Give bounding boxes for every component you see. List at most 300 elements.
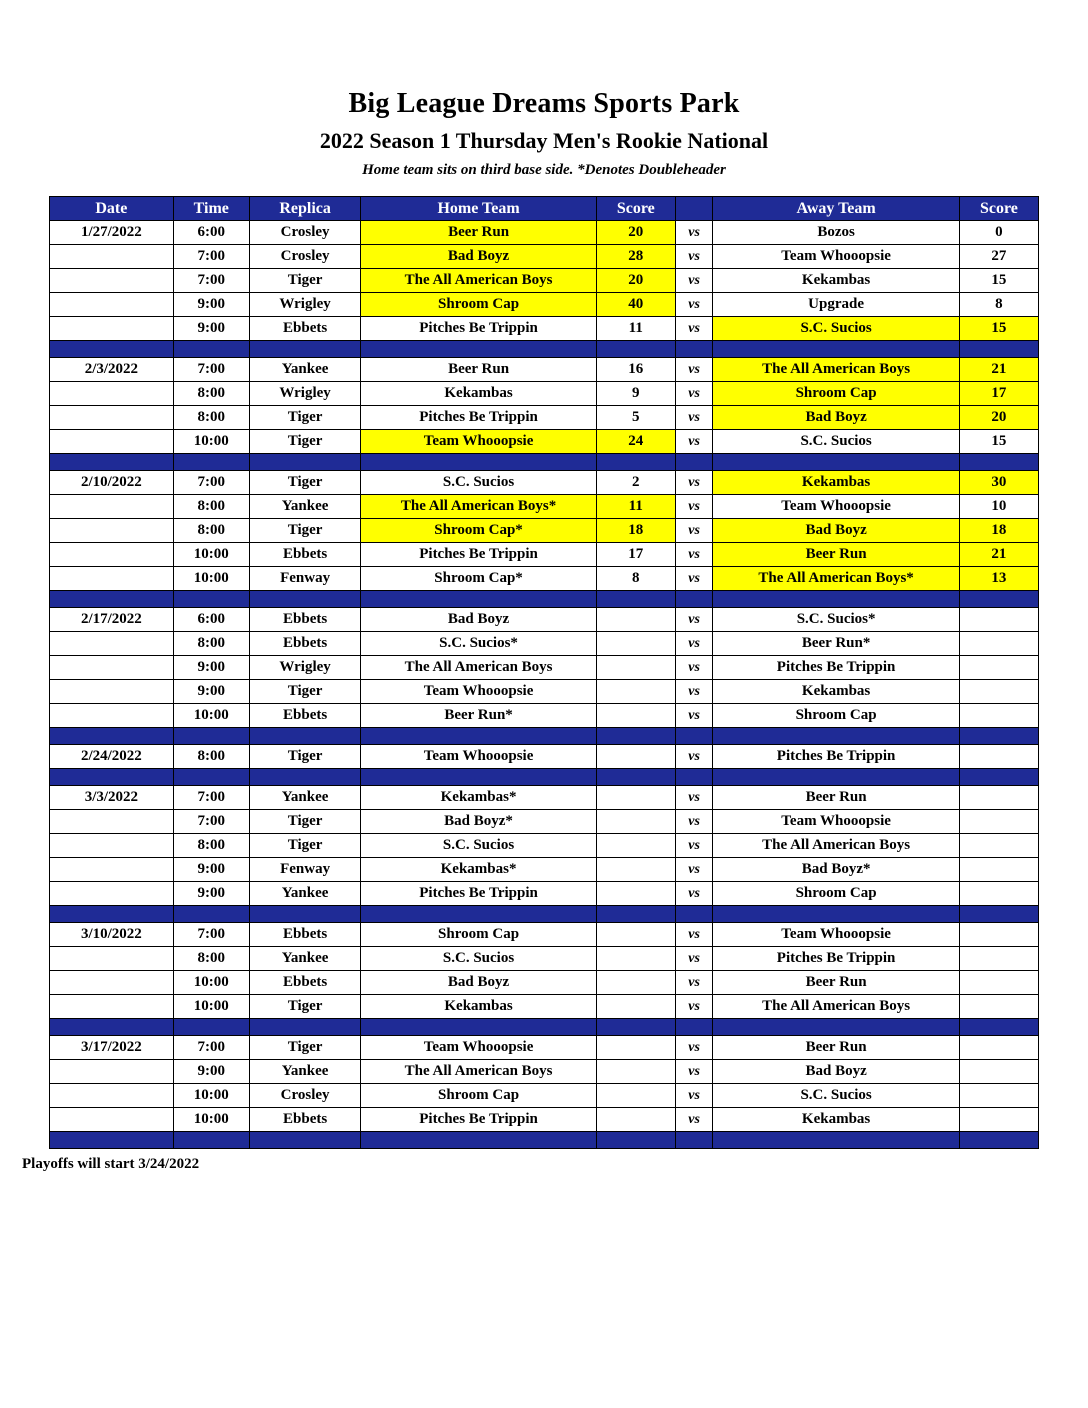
cell-away: Shroom Cap <box>713 881 959 905</box>
cell-home: S.C. Sucios* <box>361 631 596 655</box>
cell-score2: 27 <box>959 244 1038 268</box>
cell-home: Beer Run* <box>361 703 596 727</box>
cell-time: 10:00 <box>173 703 249 727</box>
cell-vs: vs <box>675 1059 713 1083</box>
cell-replica: Ebbets <box>249 631 361 655</box>
cell-score1: 28 <box>596 244 675 268</box>
cell-home: The All American Boys* <box>361 494 596 518</box>
week-separator-cell <box>249 768 361 785</box>
table-row <box>50 785 1039 809</box>
cell-away: S.C. Sucios* <box>713 607 959 631</box>
cell-score2: 18 <box>959 518 1038 542</box>
cell-score1: 17 <box>596 542 675 566</box>
cell-date: 1/27/2022 <box>50 220 174 244</box>
week-separator-cell <box>249 905 361 922</box>
cell-score1: 5 <box>596 405 675 429</box>
cell-score2 <box>959 1083 1038 1107</box>
cell-home: Team Whooopsie <box>361 744 596 768</box>
table-row <box>50 881 1039 905</box>
cell-score1 <box>596 1107 675 1131</box>
week-separator-cell <box>173 590 249 607</box>
cell-away: Beer Run <box>713 970 959 994</box>
cell-vs: vs <box>675 655 713 679</box>
cell-replica: Tiger <box>249 1035 361 1059</box>
cell-score1: 2 <box>596 470 675 494</box>
table-row <box>50 679 1039 703</box>
cell-home: Shroom Cap <box>361 922 596 946</box>
column-header-time: Time <box>173 196 249 220</box>
cell-date <box>50 381 174 405</box>
cell-time: 9:00 <box>173 881 249 905</box>
table-row <box>50 655 1039 679</box>
week-separator-cell <box>50 1018 174 1035</box>
week-separator-cell <box>173 768 249 785</box>
cell-time: 10:00 <box>173 1083 249 1107</box>
cell-home: Shroom Cap <box>361 292 596 316</box>
week-separator-cell <box>249 1018 361 1035</box>
cell-date: 3/10/2022 <box>50 922 174 946</box>
page-subtitle: 2022 Season 1 Thursday Men's Rookie National <box>319 128 769 154</box>
cell-home: Pitches Be Trippin <box>361 881 596 905</box>
cell-away: The All American Boys* <box>713 566 959 590</box>
cell-home: Kekambas* <box>361 857 596 881</box>
cell-away: Pitches Be Trippin <box>713 655 959 679</box>
cell-score1: 16 <box>596 357 675 381</box>
week-separator-cell <box>959 340 1038 357</box>
cell-replica: Tiger <box>249 470 361 494</box>
cell-time: 8:00 <box>173 833 249 857</box>
week-separator-cell <box>596 768 675 785</box>
table-row <box>50 542 1039 566</box>
week-separator-cell <box>173 1131 249 1148</box>
week-separator-cell <box>675 453 713 470</box>
cell-time: 7:00 <box>173 1035 249 1059</box>
cell-vs: vs <box>675 833 713 857</box>
cell-score2: 21 <box>959 542 1038 566</box>
cell-away: Bad Boyz* <box>713 857 959 881</box>
cell-replica: Fenway <box>249 566 361 590</box>
cell-replica: Ebbets <box>249 703 361 727</box>
cell-score1 <box>596 881 675 905</box>
cell-time: 10:00 <box>173 994 249 1018</box>
cell-away: Pitches Be Trippin <box>713 946 959 970</box>
cell-away: S.C. Sucios <box>713 429 959 453</box>
table-row <box>50 631 1039 655</box>
cell-score2 <box>959 857 1038 881</box>
cell-score1 <box>596 1059 675 1083</box>
table-row <box>50 470 1039 494</box>
cell-time: 8:00 <box>173 518 249 542</box>
table-row <box>50 316 1039 340</box>
week-separator-row <box>50 453 1039 470</box>
cell-replica: Yankee <box>249 357 361 381</box>
cell-date: 2/17/2022 <box>50 607 174 631</box>
cell-date <box>50 946 174 970</box>
cell-home: Shroom Cap <box>361 1083 596 1107</box>
cell-vs: vs <box>675 679 713 703</box>
cell-away: Shroom Cap <box>713 703 959 727</box>
cell-date: 2/3/2022 <box>50 357 174 381</box>
cell-vs: vs <box>675 542 713 566</box>
cell-score2: 10 <box>959 494 1038 518</box>
week-separator-cell <box>675 768 713 785</box>
cell-score1 <box>596 785 675 809</box>
cell-date <box>50 655 174 679</box>
cell-home: Pitches Be Trippin <box>361 405 596 429</box>
week-separator-cell <box>361 590 596 607</box>
cell-date <box>50 1059 174 1083</box>
table-row <box>50 744 1039 768</box>
cell-score1 <box>596 946 675 970</box>
week-separator-cell <box>713 590 959 607</box>
cell-replica: Tiger <box>249 744 361 768</box>
cell-away: The All American Boys <box>713 994 959 1018</box>
cell-replica: Ebbets <box>249 1107 361 1131</box>
cell-score1: 20 <box>596 220 675 244</box>
cell-date <box>50 857 174 881</box>
cell-score2 <box>959 970 1038 994</box>
table-row <box>50 857 1039 881</box>
column-header-home-score: Score <box>596 196 675 220</box>
cell-vs: vs <box>675 357 713 381</box>
cell-date <box>50 316 174 340</box>
cell-date <box>50 881 174 905</box>
cell-time: 7:00 <box>173 470 249 494</box>
week-separator-cell <box>361 905 596 922</box>
cell-score1: 18 <box>596 518 675 542</box>
cell-replica: Tiger <box>249 833 361 857</box>
cell-replica: Ebbets <box>249 922 361 946</box>
cell-vs: vs <box>675 785 713 809</box>
week-separator-cell <box>675 590 713 607</box>
cell-time: 6:00 <box>173 607 249 631</box>
cell-home: S.C. Sucios <box>361 470 596 494</box>
cell-score2: 21 <box>959 357 1038 381</box>
table-row <box>50 381 1039 405</box>
cell-score1: 9 <box>596 381 675 405</box>
cell-score2: 15 <box>959 316 1038 340</box>
week-separator-row <box>50 905 1039 922</box>
cell-date <box>50 292 174 316</box>
table-row <box>50 494 1039 518</box>
cell-date <box>50 429 174 453</box>
cell-time: 9:00 <box>173 857 249 881</box>
table-header-row <box>50 196 1039 220</box>
cell-date <box>50 970 174 994</box>
week-separator-cell <box>596 590 675 607</box>
cell-home: Beer Run <box>361 220 596 244</box>
week-separator-row <box>50 727 1039 744</box>
week-separator-cell <box>713 905 959 922</box>
cell-score1 <box>596 994 675 1018</box>
table-body <box>50 220 1039 1148</box>
week-separator-cell <box>713 727 959 744</box>
cell-vs: vs <box>675 994 713 1018</box>
week-separator-cell <box>50 727 174 744</box>
cell-vs: vs <box>675 268 713 292</box>
cell-vs: vs <box>675 470 713 494</box>
week-separator-cell <box>713 340 959 357</box>
cell-score2 <box>959 946 1038 970</box>
cell-away: S.C. Sucios <box>713 1083 959 1107</box>
cell-score2 <box>959 655 1038 679</box>
cell-score2 <box>959 1035 1038 1059</box>
cell-home: Bad Boyz <box>361 970 596 994</box>
table-row <box>50 1059 1039 1083</box>
cell-score1 <box>596 922 675 946</box>
cell-score2 <box>959 1059 1038 1083</box>
cell-replica: Crosley <box>249 1083 361 1107</box>
cell-vs: vs <box>675 631 713 655</box>
table-row <box>50 970 1039 994</box>
cell-away: The All American Boys <box>713 833 959 857</box>
cell-vs: vs <box>675 1083 713 1107</box>
cell-vs: vs <box>675 607 713 631</box>
cell-away: Beer Run* <box>713 631 959 655</box>
cell-score1 <box>596 833 675 857</box>
cell-away: Pitches Be Trippin <box>713 744 959 768</box>
cell-home: Bad Boyz <box>361 607 596 631</box>
table-row <box>50 244 1039 268</box>
cell-vs: vs <box>675 381 713 405</box>
cell-replica: Yankee <box>249 881 361 905</box>
cell-home: S.C. Sucios <box>361 946 596 970</box>
column-header-home-team: Home Team <box>361 196 596 220</box>
week-separator-cell <box>675 1018 713 1035</box>
cell-replica: Ebbets <box>249 542 361 566</box>
cell-score2: 13 <box>959 566 1038 590</box>
cell-replica: Crosley <box>249 220 361 244</box>
cell-score2: 17 <box>959 381 1038 405</box>
cell-home: The All American Boys <box>361 1059 596 1083</box>
cell-score1: 20 <box>596 268 675 292</box>
playoffs-note: Playoffs will start 3/24/2022 <box>22 1155 200 1172</box>
table-row <box>50 1107 1039 1131</box>
week-separator-cell <box>675 727 713 744</box>
week-separator-cell <box>675 1131 713 1148</box>
cell-date: 3/17/2022 <box>50 1035 174 1059</box>
cell-vs: vs <box>675 922 713 946</box>
cell-time: 10:00 <box>173 566 249 590</box>
week-separator-row <box>50 590 1039 607</box>
cell-away: Upgrade <box>713 292 959 316</box>
week-separator-cell <box>50 1131 174 1148</box>
cell-time: 10:00 <box>173 1107 249 1131</box>
week-separator-cell <box>959 1131 1038 1148</box>
cell-date <box>50 833 174 857</box>
week-separator-cell <box>713 453 959 470</box>
cell-vs: vs <box>675 857 713 881</box>
cell-away: Bozos <box>713 220 959 244</box>
cell-score2 <box>959 607 1038 631</box>
table-row <box>50 833 1039 857</box>
cell-time: 7:00 <box>173 922 249 946</box>
cell-away: Beer Run <box>713 785 959 809</box>
table-row <box>50 357 1039 381</box>
week-separator-cell <box>959 1018 1038 1035</box>
cell-replica: Ebbets <box>249 970 361 994</box>
week-separator-cell <box>249 590 361 607</box>
cell-vs: vs <box>675 744 713 768</box>
cell-date <box>50 542 174 566</box>
week-separator-cell <box>959 768 1038 785</box>
column-header-date: Date <box>50 196 174 220</box>
cell-replica: Fenway <box>249 857 361 881</box>
cell-time: 7:00 <box>173 809 249 833</box>
week-separator-cell <box>249 727 361 744</box>
cell-replica: Wrigley <box>249 655 361 679</box>
cell-replica: Crosley <box>249 244 361 268</box>
week-separator-cell <box>50 453 174 470</box>
cell-score2: 0 <box>959 220 1038 244</box>
week-separator-cell <box>713 1018 959 1035</box>
cell-vs: vs <box>675 881 713 905</box>
week-separator-cell <box>50 905 174 922</box>
cell-home: Bad Boyz* <box>361 809 596 833</box>
cell-time: 7:00 <box>173 244 249 268</box>
cell-score1: 11 <box>596 316 675 340</box>
cell-score2 <box>959 631 1038 655</box>
cell-replica: Tiger <box>249 994 361 1018</box>
week-separator-cell <box>249 453 361 470</box>
week-separator-cell <box>713 1131 959 1148</box>
cell-vs: vs <box>675 405 713 429</box>
cell-time: 8:00 <box>173 946 249 970</box>
cell-time: 9:00 <box>173 655 249 679</box>
cell-score2 <box>959 1107 1038 1131</box>
week-separator-cell <box>596 905 675 922</box>
cell-date <box>50 518 174 542</box>
cell-time: 8:00 <box>173 494 249 518</box>
cell-date <box>50 1083 174 1107</box>
cell-vs: vs <box>675 316 713 340</box>
week-separator-cell <box>361 453 596 470</box>
week-separator-cell <box>361 768 596 785</box>
cell-time: 9:00 <box>173 679 249 703</box>
cell-score2 <box>959 744 1038 768</box>
week-separator-cell <box>173 453 249 470</box>
cell-replica: Ebbets <box>249 316 361 340</box>
week-separator-cell <box>596 340 675 357</box>
week-separator-row <box>50 340 1039 357</box>
cell-away: The All American Boys <box>713 357 959 381</box>
table-row <box>50 220 1039 244</box>
table-row <box>50 292 1039 316</box>
cell-home: S.C. Sucios <box>361 833 596 857</box>
cell-date <box>50 809 174 833</box>
cell-home: Team Whooopsie <box>361 679 596 703</box>
table-row <box>50 607 1039 631</box>
cell-score1 <box>596 970 675 994</box>
cell-home: Kekambas <box>361 381 596 405</box>
cell-score2: 15 <box>959 268 1038 292</box>
week-separator-cell <box>173 340 249 357</box>
cell-score1 <box>596 703 675 727</box>
cell-vs: vs <box>675 518 713 542</box>
cell-away: Beer Run <box>713 542 959 566</box>
cell-vs: vs <box>675 220 713 244</box>
cell-home: Pitches Be Trippin <box>361 1107 596 1131</box>
cell-replica: Tiger <box>249 405 361 429</box>
week-separator-cell <box>675 340 713 357</box>
cell-vs: vs <box>675 970 713 994</box>
cell-replica: Tiger <box>249 268 361 292</box>
cell-home: Team Whooopsie <box>361 429 596 453</box>
cell-score1 <box>596 655 675 679</box>
cell-score1 <box>596 607 675 631</box>
cell-away: Bad Boyz <box>713 1059 959 1083</box>
cell-score1: 11 <box>596 494 675 518</box>
cell-score2 <box>959 785 1038 809</box>
cell-score2 <box>959 994 1038 1018</box>
cell-vs: vs <box>675 566 713 590</box>
cell-away: Team Whooopsie <box>713 809 959 833</box>
week-separator-cell <box>361 727 596 744</box>
week-separator-cell <box>675 905 713 922</box>
table-row <box>50 809 1039 833</box>
week-separator-cell <box>596 1131 675 1148</box>
cell-time: 7:00 <box>173 357 249 381</box>
cell-away: Team Whooopsie <box>713 494 959 518</box>
cell-time: 7:00 <box>173 268 249 292</box>
week-separator-cell <box>173 905 249 922</box>
cell-replica: Yankee <box>249 1059 361 1083</box>
cell-home: The All American Boys <box>361 655 596 679</box>
cell-replica: Tiger <box>249 518 361 542</box>
week-separator-row <box>50 768 1039 785</box>
cell-date <box>50 494 174 518</box>
table-row <box>50 1035 1039 1059</box>
cell-vs: vs <box>675 1035 713 1059</box>
table-row <box>50 405 1039 429</box>
week-separator-row <box>50 1018 1039 1035</box>
cell-home: Pitches Be Trippin <box>361 316 596 340</box>
table-row <box>50 268 1039 292</box>
week-separator-cell <box>361 1131 596 1148</box>
column-header-away-score: Score <box>959 196 1038 220</box>
cell-date <box>50 405 174 429</box>
cell-replica: Ebbets <box>249 607 361 631</box>
cell-score2: 15 <box>959 429 1038 453</box>
cell-score1: 24 <box>596 429 675 453</box>
cell-score1 <box>596 631 675 655</box>
column-header-away-team: Away Team <box>713 196 959 220</box>
week-separator-cell <box>249 340 361 357</box>
cell-replica: Wrigley <box>249 381 361 405</box>
cell-score1 <box>596 1035 675 1059</box>
cell-home: Kekambas* <box>361 785 596 809</box>
cell-away: Team Whooopsie <box>713 244 959 268</box>
cell-score2 <box>959 833 1038 857</box>
cell-time: 6:00 <box>173 220 249 244</box>
cell-time: 8:00 <box>173 631 249 655</box>
cell-replica: Tiger <box>249 429 361 453</box>
week-separator-cell <box>249 1131 361 1148</box>
cell-score1 <box>596 857 675 881</box>
cell-replica: Tiger <box>249 809 361 833</box>
cell-replica: Wrigley <box>249 292 361 316</box>
cell-home: Pitches Be Trippin <box>361 542 596 566</box>
cell-home: Beer Run <box>361 357 596 381</box>
week-separator-cell <box>173 727 249 744</box>
cell-score2 <box>959 922 1038 946</box>
cell-score1 <box>596 809 675 833</box>
cell-replica: Tiger <box>249 679 361 703</box>
cell-time: 9:00 <box>173 1059 249 1083</box>
cell-time: 10:00 <box>173 542 249 566</box>
week-separator-cell <box>50 590 174 607</box>
cell-score2: 30 <box>959 470 1038 494</box>
